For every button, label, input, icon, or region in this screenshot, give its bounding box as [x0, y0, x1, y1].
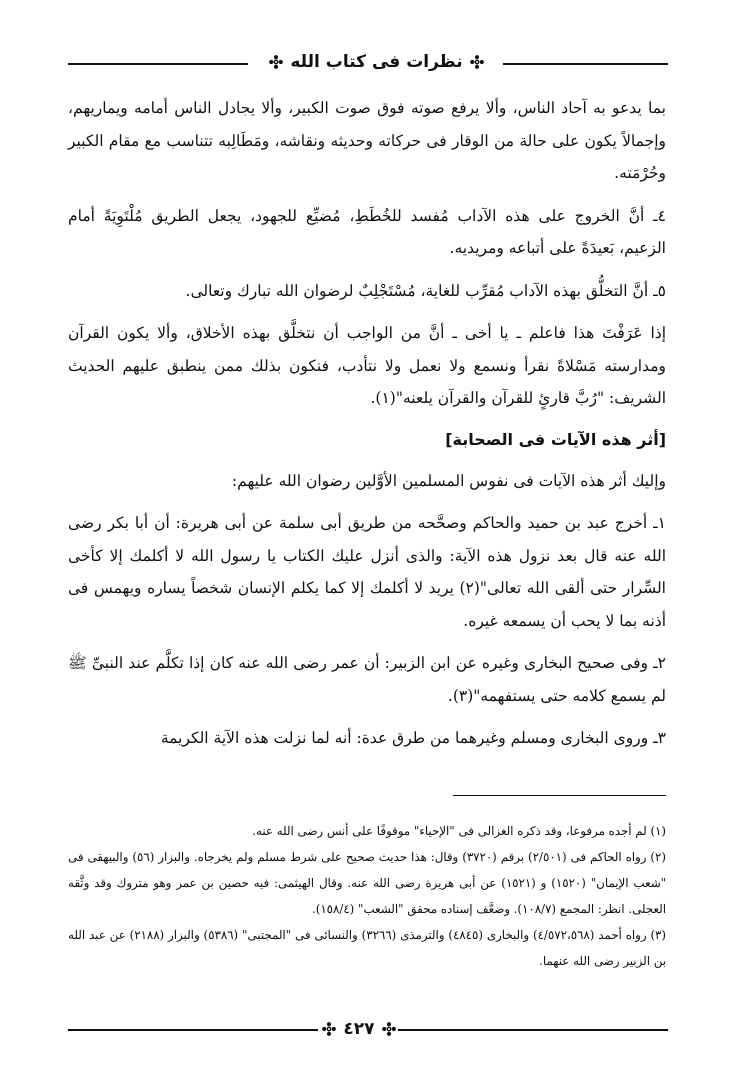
floral-ornament-icon: [469, 54, 485, 70]
footer-rule-right: [398, 1029, 668, 1031]
paragraph: بما يدعو به آحاد الناس، وألا يرفع صوته فوق صوت الكبير، وألا يجادل الناس أمامه ويماريهم، وإجمالاً يكون على حالة من الوقار فى حركاته وحديثه ونقاشه، ومَطَالِبه تتناسب مع مقام الكبير وحُرْمَته.: [68, 99, 666, 182]
footer-rule-left: [68, 1029, 318, 1031]
paragraph: ٤ـ أنَّ الخروج على هذه الآداب مُفسد للخُطَطِ، مُضيِّع للجهود، يجعل الطريق مُلْتَوِيَةً أمام الزعيم، بَعيدَةً على أتباعه ومريديه.: [68, 206, 666, 257]
page-number: ٤٢٧: [343, 1019, 375, 1039]
header-rule-right: [503, 63, 668, 65]
paragraph: ٢ـ وفى صحيح البخارى وغيره عن ابن الزبير: أن عمر رضى الله عنه كان إذا تكلَّم عند النبىِّ ﷺ لم يسمع كلامه حتى يستفهمه"(٣).: [68, 654, 666, 705]
footnote: (١) لم أجده مرفوعا، وقد ذكره الغزالى فى "الإحياء" موقوفًا على أنس رضى الله عنه.: [252, 824, 666, 838]
footnote: (٢) رواه الحاكم فى (٢/٥٠١) برقم (٣٧٢٠) وقال: هذا حديث صحيح على شرط مسلم ولم يخرجاه. والبزار (٥٦) والبيهقى فى "شعب الإيمان" (١٥٢٠) و (١٥٢١) عن أبى هريرة رضى الله عنه. وقال الهيثمى: فيه حصين بن عمر وهو متروك وقد وثَّقه العجلى. انظر: المجمع (١٠٨/٧). وضعَّف إسناده محقق "الشعب" (١٥٨/٤).: [68, 850, 667, 916]
page-number-group: [320, 1015, 398, 1043]
main-text: [68, 92, 666, 765]
floral-ornament-icon: [381, 1021, 397, 1037]
header-rule-left: [68, 63, 248, 65]
footnotes: [68, 818, 666, 974]
running-title: نظرات فى كتاب الله: [290, 52, 463, 72]
page-header: [68, 46, 668, 78]
footnote-separator: [453, 795, 666, 796]
floral-ornament-icon: [321, 1021, 337, 1037]
floral-ornament-icon: [268, 54, 284, 70]
header-title-group: [250, 46, 503, 78]
paragraph: ٥ـ أنَّ التخلُّق بهذه الآداب مُقرِّب للغاية، مُسْتَجْلِبٌ لرضوان الله تبارك وتعالى.: [185, 281, 666, 300]
section-heading: [أثر هذه الآيات فى الصحابة]: [445, 429, 666, 449]
paragraph: ٣ـ وروى البخارى ومسلم وغيرهما من طرق عدة: أنه لما نزلت هذه الآية الكريمة: [160, 729, 666, 747]
paragraph: إذا عَرَفْتَ هذا فاعلم ـ يا أخى ـ أنَّ من الواجب أن نتخلَّق بهذه الأخلاق، وألا يكون القرآن ومدارسته مَسْلاةً نقرأ ونسمع ولا نعمل ولا نتأدب، فنكون بذلك ممن ينطبق عليهم الحديث الشريف: "رُبَّ قارئٍ للقرآن والقرآن يلعنه"(١).: [68, 324, 666, 407]
paragraph: وإليك أثر هذه الآيات فى نفوس المسلمين الأوَّلين رضوان الله عليهم:: [231, 471, 666, 490]
footnote: (٣) رواه أحمد (٤/٥٧٢،٥٦٨) والبخارى (٤٨٤٥) والترمذى (٣٢٦٦) والنسائى فى "المجتبى" (٥٣٨٦) والبزار (٢١٨٨) عن عبد الله بن الزبير رضى الله عنهما.: [68, 928, 666, 968]
page-footer: [68, 1015, 668, 1043]
paragraph: ١ـ أخرج عبد بن حميد والحاكم وصحَّحه من طريق أبى سلمة عن أبى هريرة: أن أبا بكر رضى الله عنه قال بعد نزول هذه الآية: والذى أنزل عليك الكتاب يا رسول الله لا أكلمك إلا كأخى السِّرار حتى ألقى الله تعالى"(٢) يريد لا أكلمك إلا كما يكلم الإنسان شخصاً يساره ويهمس فى أذنه بما لا يحب أن يسمعه غيره.: [68, 514, 666, 630]
